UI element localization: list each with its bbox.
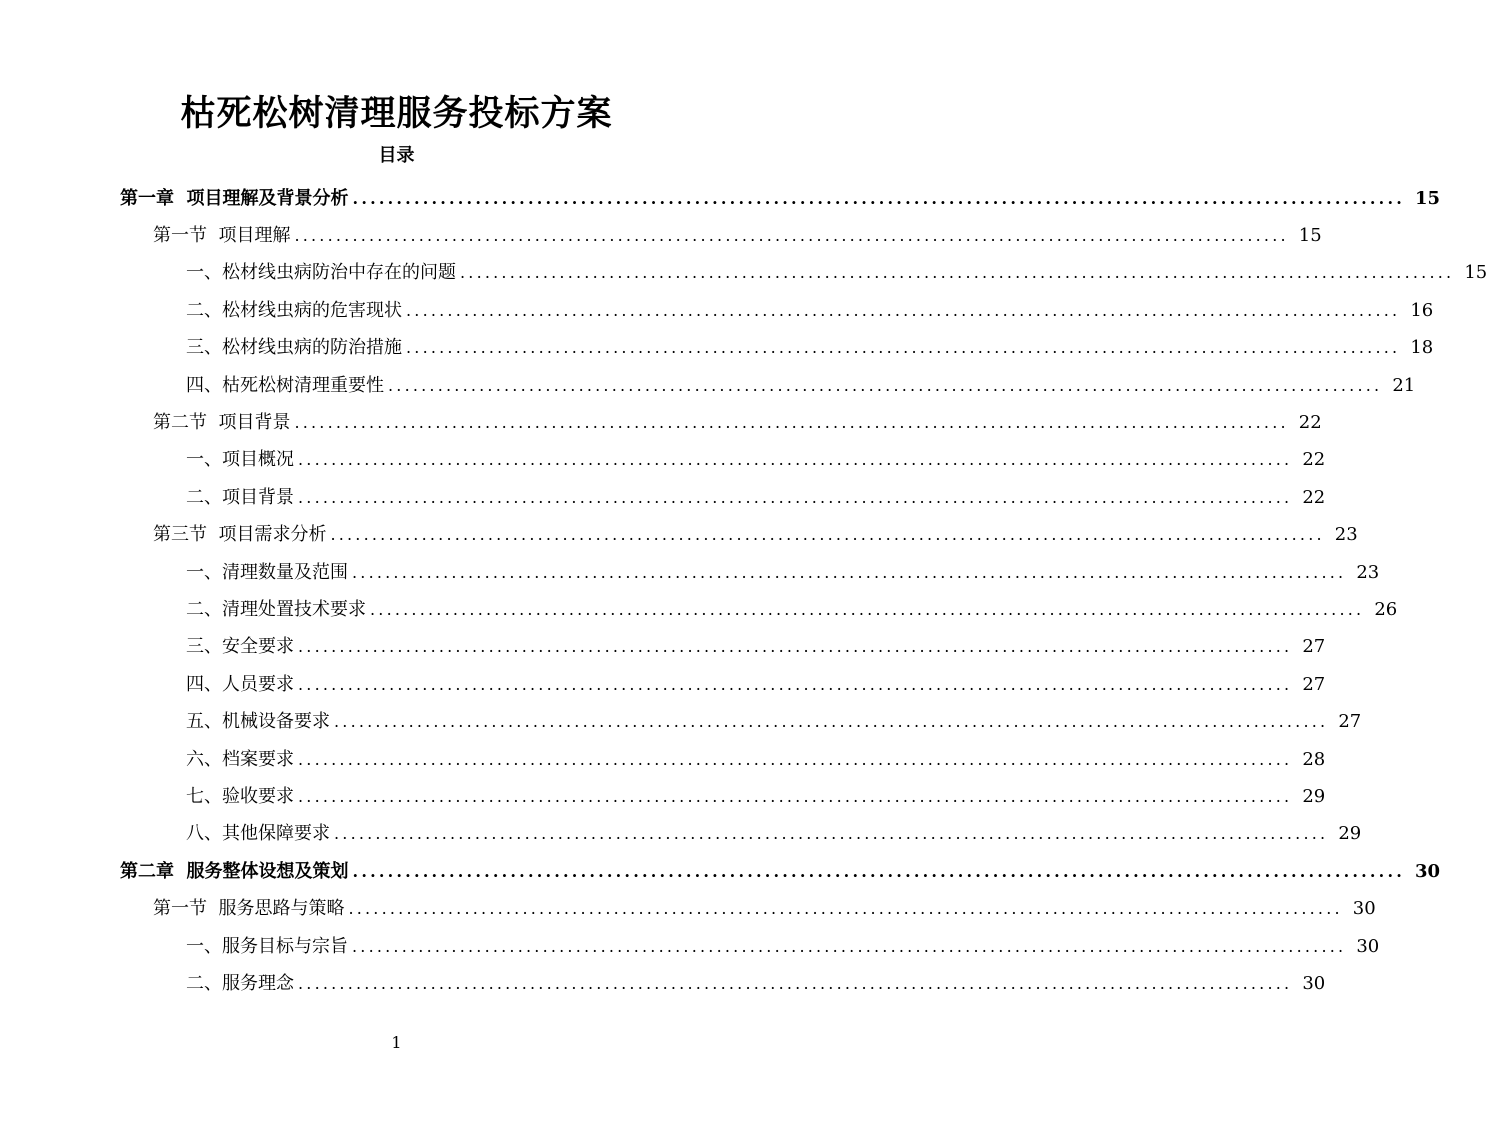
toc-dot-leader: ........................................................................................................................	[352, 936, 1347, 956]
toc-entry-page: 30	[1414, 860, 1441, 882]
toc-entry-page: 29	[1338, 823, 1362, 845]
toc-entry[interactable]	[0, 330, 1434, 367]
toc-entry-page: 22	[1298, 412, 1322, 434]
toc-entry-label: 一、松材线虫病防治中存在的问题	[186, 262, 456, 284]
toc-dot-leader: ........................................................................................................................	[388, 375, 1383, 395]
toc-dot-leader: ........................................................................................................................	[352, 562, 1347, 582]
toc-dot-leader: ........................................................................................................................	[298, 637, 1293, 657]
toc-entry-label: 第一章 项目理解及背景分析	[120, 187, 349, 209]
toc-entry[interactable]	[0, 666, 1326, 703]
toc-entry-page: 23	[1356, 561, 1380, 583]
toc-entry-label: 一、项目概况	[186, 449, 294, 471]
toc-entry[interactable]	[0, 517, 1358, 554]
toc-entry-page: 27	[1302, 673, 1326, 695]
toc-entry-page: 27	[1338, 711, 1362, 733]
toc-dot-leader: ........................................................................................................................	[460, 263, 1455, 283]
toc-entry-page: 18	[1410, 337, 1434, 359]
toc-dot-leader: ........................................................................................................................	[298, 674, 1293, 694]
toc-entry[interactable]	[0, 816, 1362, 853]
toc-entry[interactable]	[0, 180, 1441, 217]
toc-entry-label: 第三节 项目需求分析	[153, 524, 327, 546]
toc-entry-label: 三、安全要求	[186, 636, 294, 658]
toc-entry-page: 15	[1298, 225, 1322, 247]
toc-entry[interactable]	[0, 442, 1326, 479]
toc-dot-leader: ........................................................................................................................	[298, 749, 1293, 769]
toc-entry-label: 二、清理处置技术要求	[186, 598, 366, 620]
toc-dot-leader: ........................................................................................................................	[334, 712, 1329, 732]
toc-entry[interactable]	[0, 741, 1326, 778]
toc-dot-leader: ........................................................................................................................	[330, 525, 1325, 545]
toc-dot-leader: ........................................................................................................................	[406, 300, 1401, 320]
toc-entry-label: 第一节 服务思路与策略	[153, 898, 345, 920]
page-number: 1	[391, 1033, 402, 1052]
toc-dot-leader: ........................................................................................................................	[298, 450, 1293, 470]
table-of-contents	[0, 180, 1487, 1003]
toc-entry[interactable]	[0, 778, 1326, 815]
toc-dot-leader: ........................................................................................................................	[352, 861, 1405, 881]
toc-entry-label: 二、项目背景	[186, 486, 294, 508]
toc-entry[interactable]	[0, 965, 1326, 1002]
toc-entry-page: 30	[1352, 898, 1376, 920]
toc-entry[interactable]	[0, 853, 1441, 890]
toc-dot-leader: ........................................................................................................................	[298, 487, 1293, 507]
toc-entry-page: 28	[1302, 748, 1326, 770]
document-title: 枯死松树清理服务投标方案	[180, 93, 613, 134]
toc-entry-page: 15	[1414, 187, 1441, 209]
toc-dot-leader: ........................................................................................................................	[352, 188, 1405, 208]
toc-dot-leader: ........................................................................................................................	[294, 226, 1289, 246]
toc-dot-leader: ........................................................................................................................	[298, 786, 1293, 806]
toc-entry-page: 22	[1302, 449, 1326, 471]
toc-dot-leader: ........................................................................................................................	[406, 338, 1401, 358]
toc-entry[interactable]	[0, 367, 1416, 404]
toc-entry[interactable]	[0, 255, 1487, 292]
toc-entry-label: 第一节 项目理解	[153, 225, 291, 247]
toc-entry[interactable]	[0, 554, 1380, 591]
toc-entry-label: 第二章 服务整体设想及策划	[120, 860, 349, 882]
toc-entry-label: 八、其他保障要求	[186, 823, 330, 845]
toc-entry-page: 30	[1356, 935, 1380, 957]
toc-entry-label: 七、验收要求	[186, 785, 294, 807]
toc-entry-label: 四、枯死松树清理重要性	[186, 374, 384, 396]
toc-entry[interactable]	[0, 629, 1326, 666]
toc-heading: 目录	[378, 145, 415, 166]
toc-entry-page: 27	[1302, 636, 1326, 658]
toc-entry-label: 二、松材线虫病的危害现状	[186, 299, 402, 321]
toc-entry-label: 五、机械设备要求	[186, 711, 330, 733]
toc-entry[interactable]	[0, 928, 1380, 965]
toc-entry-page: 23	[1334, 524, 1358, 546]
toc-dot-leader: ........................................................................................................................	[348, 899, 1343, 919]
toc-entry[interactable]	[0, 404, 1322, 441]
toc-entry-label: 四、人员要求	[186, 673, 294, 695]
toc-entry-label: 一、清理数量及范围	[186, 561, 348, 583]
toc-entry[interactable]	[0, 479, 1326, 516]
toc-entry[interactable]	[0, 703, 1362, 740]
toc-entry[interactable]	[0, 292, 1434, 329]
toc-entry-page: 16	[1410, 299, 1434, 321]
toc-entry-label: 第二节 项目背景	[153, 412, 291, 434]
toc-dot-leader: ........................................................................................................................	[334, 824, 1329, 844]
toc-entry-page: 30	[1302, 972, 1326, 994]
toc-entry-page: 29	[1302, 785, 1326, 807]
toc-entry-page: 21	[1392, 374, 1416, 396]
toc-entry-page: 15	[1464, 262, 1487, 284]
toc-dot-leader: ........................................................................................................................	[294, 413, 1289, 433]
toc-entry-page: 22	[1302, 486, 1326, 508]
toc-dot-leader: ........................................................................................................................	[370, 599, 1365, 619]
toc-entry-label: 二、服务理念	[186, 972, 294, 994]
toc-entry-page: 26	[1374, 598, 1398, 620]
toc-entry-label: 六、档案要求	[186, 748, 294, 770]
toc-entry[interactable]	[0, 217, 1322, 254]
toc-dot-leader: ........................................................................................................................	[298, 973, 1293, 993]
toc-entry[interactable]	[0, 591, 1398, 628]
toc-entry[interactable]	[0, 890, 1376, 927]
toc-entry-label: 三、松材线虫病的防治措施	[186, 337, 402, 359]
toc-entry-label: 一、服务目标与宗旨	[186, 935, 348, 957]
